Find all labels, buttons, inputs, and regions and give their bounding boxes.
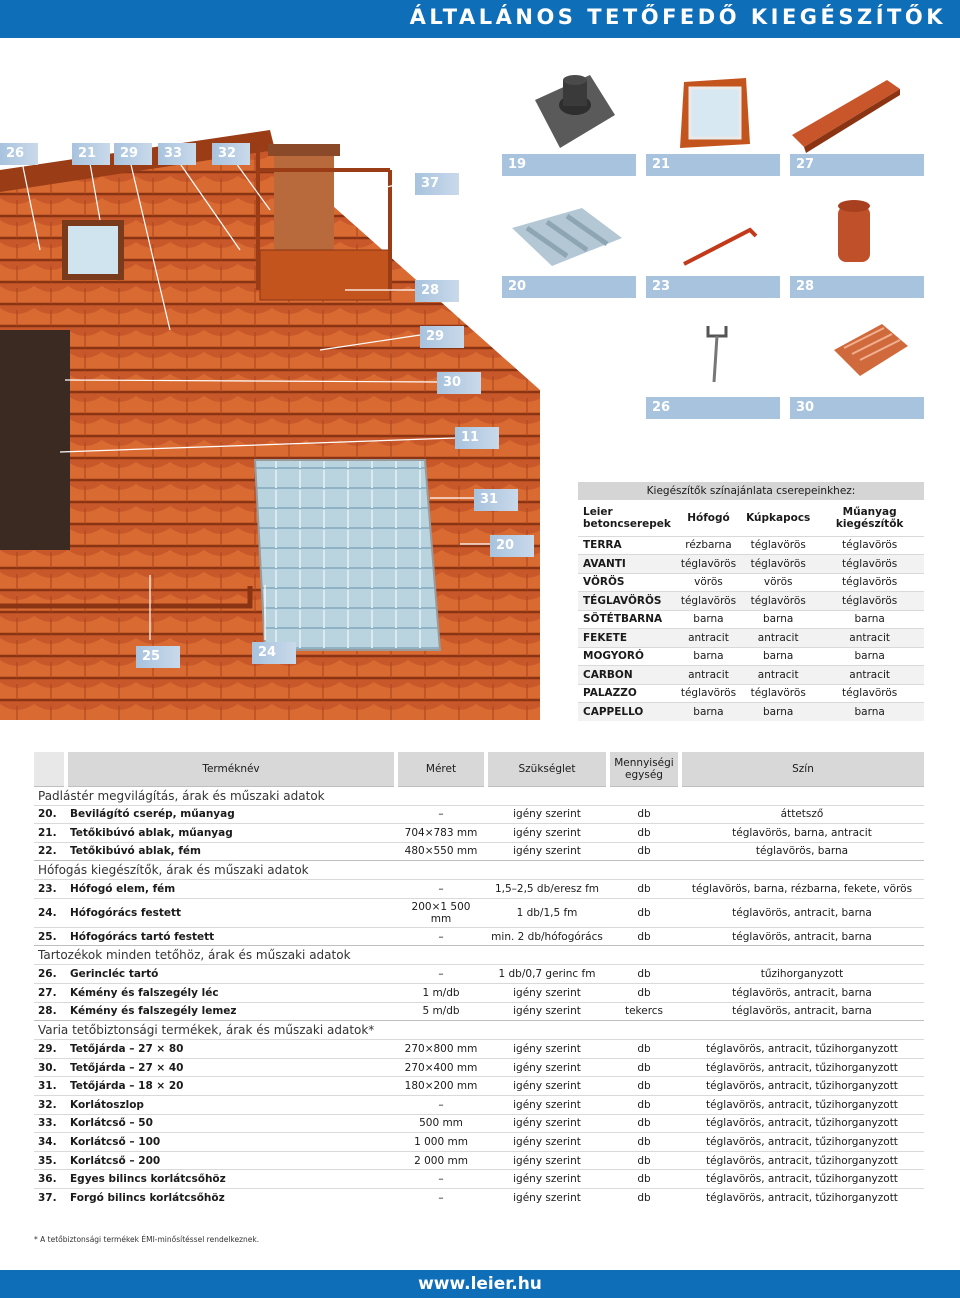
color-cell: barna — [676, 703, 741, 722]
color-cell: barna — [741, 703, 815, 722]
row-number: 24. — [34, 898, 66, 927]
table-header-unit: Mennyiségi egység — [608, 752, 680, 786]
size-cell: 5 m/db — [396, 1002, 486, 1021]
wall-flashing-image — [792, 75, 902, 155]
product-name: Tetőkibúvó ablak, műanyag — [66, 824, 396, 843]
need-cell: igény szerint — [486, 1151, 608, 1170]
unit-cell: db — [608, 927, 680, 946]
unit-cell: db — [608, 1170, 680, 1189]
roof-callout-24: 24 — [252, 642, 296, 664]
color-cell: téglavörös, barna — [680, 842, 924, 861]
row-number: 35. — [34, 1151, 66, 1170]
product-name: Gerincléc tartó — [66, 965, 396, 984]
product-callout-21: 21 — [646, 154, 780, 176]
color-cell: téglavörös, barna, rézbarna, fekete, vörös — [680, 880, 924, 899]
table-row — [34, 1077, 924, 1096]
color-table-header: Kúpkapocs — [741, 500, 815, 536]
product-name: Kémény és falszegély lemez — [66, 1002, 396, 1021]
size-cell: 1 m/db — [396, 984, 486, 1003]
color-table-row — [578, 573, 924, 592]
color-cell: téglavörös, antracit, tűzihorganyzott — [680, 1170, 924, 1189]
need-cell: igény szerint — [486, 824, 608, 843]
size-cell: 270×800 mm — [396, 1040, 486, 1059]
need-cell: 1,5–2,5 db/eresz fm — [486, 880, 608, 899]
unit-cell: db — [608, 1151, 680, 1170]
need-cell: 1 db/0,7 gerinc fm — [486, 965, 608, 984]
size-cell: – — [396, 927, 486, 946]
section-row — [34, 861, 924, 880]
roof-callout-25: 25 — [136, 646, 180, 668]
row-number: 21. — [34, 824, 66, 843]
website-link[interactable]: www.leier.hu — [418, 1274, 542, 1294]
table-row — [34, 1040, 924, 1059]
color-cell: téglavörös, antracit, tűzihorganyzott — [680, 1077, 924, 1096]
color-table-row — [578, 555, 924, 574]
unit-cell: db — [608, 984, 680, 1003]
table-row — [34, 984, 924, 1003]
unit-cell: tekercs — [608, 1002, 680, 1021]
color-cell: barna — [676, 647, 741, 666]
roof-illustration — [0, 130, 560, 720]
color-table-header: Leier betoncserepek — [578, 500, 676, 536]
color-cell: barna — [815, 703, 924, 722]
color-cell: vörös — [676, 573, 741, 592]
table-row — [34, 842, 924, 861]
color-recommendation-table — [578, 482, 924, 721]
snow-guard-image — [680, 222, 760, 268]
table-row — [34, 927, 924, 946]
page-title: ÁLTALÁNOS TETŐFEDŐ KIEGÉSZÍTŐK — [409, 5, 946, 29]
color-cell: téglavörös, antracit, tűzihorganyzott — [680, 1151, 924, 1170]
color-cell: antracit — [815, 629, 924, 648]
product-callout-23: 23 — [646, 276, 780, 298]
product-callout-20: 20 — [502, 276, 636, 298]
color-cell: téglavörös — [676, 684, 741, 703]
product-table — [34, 752, 924, 1207]
roof-callout-31: 31 — [474, 489, 518, 511]
color-cell: téglavörös — [741, 684, 815, 703]
size-cell: 270×400 mm — [396, 1058, 486, 1077]
table-row — [34, 1189, 924, 1208]
color-cell: téglavörös, barna, antracit — [680, 824, 924, 843]
color-table-row — [578, 536, 924, 555]
row-number: 20. — [34, 805, 66, 824]
ridge-batten-holder-image — [700, 322, 740, 386]
table-row — [34, 1151, 924, 1170]
roof-callout-21: 21 — [72, 143, 110, 165]
roof-callout-30: 30 — [437, 372, 481, 394]
product-name: Korlátoszlop — [66, 1096, 396, 1115]
need-cell: igény szerint — [486, 1002, 608, 1021]
need-cell: min. 2 db/hófogórács — [486, 927, 608, 946]
color-table-row — [578, 610, 924, 629]
size-cell: – — [396, 805, 486, 824]
color-cell: téglavörös — [741, 555, 815, 574]
table-row — [34, 1133, 924, 1152]
table-header-blank — [34, 752, 66, 786]
color-cell: tűzihorganyzott — [680, 965, 924, 984]
table-row — [34, 1096, 924, 1115]
product-callout-26: 26 — [646, 397, 780, 419]
tile-name-cell: CARBON — [578, 666, 676, 685]
color-cell: antracit — [815, 666, 924, 685]
product-name: Hófogórács tartó festett — [66, 927, 396, 946]
color-cell: téglavörös — [815, 592, 924, 611]
size-cell: 704×783 mm — [396, 824, 486, 843]
color-cell: téglavörös — [815, 555, 924, 574]
row-number: 23. — [34, 880, 66, 899]
color-cell: téglavörös — [815, 573, 924, 592]
unit-cell: db — [608, 805, 680, 824]
color-cell: antracit — [676, 666, 741, 685]
section-title: Tartozékok minden tetőhöz, árak és műszaki adatok — [34, 946, 924, 965]
product-name: Bevilágító cserép, műanyag — [66, 805, 396, 824]
color-cell: téglavörös, antracit, barna — [680, 927, 924, 946]
color-cell: vörös — [741, 573, 815, 592]
color-cell: téglavörös, antracit, barna — [680, 898, 924, 927]
row-number: 36. — [34, 1170, 66, 1189]
section-title: Varia tetőbiztonsági termékek, árak és műszaki adatok* — [34, 1021, 924, 1040]
size-cell: 2 000 mm — [396, 1151, 486, 1170]
roof-callout-32: 32 — [212, 143, 250, 165]
section-row — [34, 946, 924, 965]
footer-band — [0, 1270, 960, 1298]
need-cell: igény szerint — [486, 1189, 608, 1208]
row-number: 32. — [34, 1096, 66, 1115]
color-table-row — [578, 703, 924, 722]
color-table-header: Műanyag kiegészítők — [815, 500, 924, 536]
table-row — [34, 1170, 924, 1189]
color-cell: téglavörös — [741, 536, 815, 555]
table-row — [34, 1002, 924, 1021]
tile-name-cell: SÖTÉTBARNA — [578, 610, 676, 629]
color-table-row — [578, 592, 924, 611]
table-header-color: Szín — [680, 752, 924, 786]
color-cell: antracit — [741, 629, 815, 648]
roof-callout-28: 28 — [415, 280, 459, 302]
color-cell: barna — [815, 647, 924, 666]
tile-name-cell: TERRA — [578, 536, 676, 555]
size-cell: – — [396, 965, 486, 984]
section-title: Hófogás kiegészítők, árak és műszaki adatok — [34, 861, 924, 880]
roof-callout-26: 26 — [0, 143, 38, 165]
row-number: 26. — [34, 965, 66, 984]
row-number: 27. — [34, 984, 66, 1003]
vent-pipe-image — [530, 70, 620, 150]
size-cell: – — [396, 1170, 486, 1189]
product-name: Hófogórács festett — [66, 898, 396, 927]
table-header-name: Terméknév — [66, 752, 396, 786]
tile-name-cell: AVANTI — [578, 555, 676, 574]
table-header-need: Szükséglet — [486, 752, 608, 786]
color-table-row — [578, 629, 924, 648]
product-name: Egyes bilincs korlátcsőhöz — [66, 1170, 396, 1189]
row-number: 29. — [34, 1040, 66, 1059]
unit-cell: db — [608, 965, 680, 984]
size-cell: 200×1 500 mm — [396, 898, 486, 927]
color-cell: barna — [741, 610, 815, 629]
product-name: Korlátcső – 100 — [66, 1133, 396, 1152]
roof-callout-29: 29 — [114, 143, 152, 165]
need-cell: igény szerint — [486, 1114, 608, 1133]
size-cell: 180×200 mm — [396, 1077, 486, 1096]
need-cell: igény szerint — [486, 984, 608, 1003]
need-cell: igény szerint — [486, 1040, 608, 1059]
need-cell: igény szerint — [486, 805, 608, 824]
need-cell: igény szerint — [486, 1058, 608, 1077]
header-band — [0, 0, 960, 38]
unit-cell: db — [608, 1114, 680, 1133]
color-cell: téglavörös, antracit, tűzihorganyzott — [680, 1133, 924, 1152]
color-cell: téglavörös, antracit, tűzihorganyzott — [680, 1096, 924, 1115]
roof-callout-33: 33 — [158, 143, 196, 165]
color-cell: barna — [741, 647, 815, 666]
table-row — [34, 805, 924, 824]
color-cell: téglavörös — [741, 592, 815, 611]
color-cell: téglavörös — [815, 536, 924, 555]
unit-cell: db — [608, 880, 680, 899]
product-callout-28: 28 — [790, 276, 924, 298]
color-cell: téglavörös, antracit, barna — [680, 984, 924, 1003]
unit-cell: db — [608, 1133, 680, 1152]
product-name: Hófogó elem, fém — [66, 880, 396, 899]
section-row — [34, 786, 924, 805]
product-name: Tetőjárda – 27 × 80 — [66, 1040, 396, 1059]
unit-cell: db — [608, 842, 680, 861]
color-table-row — [578, 647, 924, 666]
product-callout-30: 30 — [790, 397, 924, 419]
footnote: * A tetőbiztonsági termékek ÉMI-minősítéssel rendelkeznek. — [34, 1235, 260, 1244]
product-name: Tetőkibúvó ablak, fém — [66, 842, 396, 861]
size-cell: 500 mm — [396, 1114, 486, 1133]
product-name: Tetőjárda – 18 × 20 — [66, 1077, 396, 1096]
roof-callout-11: 11 — [455, 427, 499, 449]
row-number: 33. — [34, 1114, 66, 1133]
table-row — [34, 965, 924, 984]
color-cell: téglavörös, antracit, tűzihorganyzott — [680, 1114, 924, 1133]
table-row — [34, 1058, 924, 1077]
color-cell: antracit — [741, 666, 815, 685]
unit-cell: db — [608, 1058, 680, 1077]
need-cell: igény szerint — [486, 842, 608, 861]
roof-window-image — [680, 78, 752, 148]
size-cell: – — [396, 1096, 486, 1115]
row-number: 34. — [34, 1133, 66, 1152]
table-row — [34, 898, 924, 927]
table-row — [34, 1114, 924, 1133]
color-cell: rézbarna — [676, 536, 741, 555]
color-cell: barna — [815, 610, 924, 629]
unit-cell: db — [608, 1096, 680, 1115]
need-cell: igény szerint — [486, 1133, 608, 1152]
product-name: Tetőjárda – 27 × 40 — [66, 1058, 396, 1077]
unit-cell: db — [608, 1077, 680, 1096]
product-callout-19: 19 — [502, 154, 636, 176]
product-callout-27: 27 — [790, 154, 924, 176]
color-cell: antracit — [676, 629, 741, 648]
row-number: 22. — [34, 842, 66, 861]
color-cell: téglavörös — [676, 555, 741, 574]
product-name: Korlátcső – 200 — [66, 1151, 396, 1170]
roof-walkway-image — [830, 320, 910, 382]
need-cell: igény szerint — [486, 1096, 608, 1115]
color-cell: téglavörös — [676, 592, 741, 611]
roof-callout-37: 37 — [415, 173, 459, 195]
roof-callout-29-b: 29 — [420, 326, 464, 348]
color-table-row — [578, 666, 924, 685]
tile-name-cell: TÉGLAVÖRÖS — [578, 592, 676, 611]
table-header-size: Méret — [396, 752, 486, 786]
unit-cell: db — [608, 1040, 680, 1059]
color-table-header: Hófogó — [676, 500, 741, 536]
product-name: Korlátcső – 50 — [66, 1114, 396, 1133]
table-row — [34, 880, 924, 899]
unit-cell: db — [608, 1189, 680, 1208]
size-cell: – — [396, 1189, 486, 1208]
section-row — [34, 1021, 924, 1040]
section-title: Padlástér megvilágítás, árak és műszaki adatok — [34, 786, 924, 805]
table-row — [34, 824, 924, 843]
need-cell: igény szerint — [486, 1077, 608, 1096]
tile-name-cell: CAPPELLO — [578, 703, 676, 722]
color-table-caption: Kiegészítők színajánlata cserepeinkhez: — [578, 482, 924, 500]
size-cell: 480×550 mm — [396, 842, 486, 861]
product-name: Kémény és falszegély léc — [66, 984, 396, 1003]
row-number: 37. — [34, 1189, 66, 1208]
tile-name-cell: MOGYORÓ — [578, 647, 676, 666]
color-cell: téglavörös, antracit, tűzihorganyzott — [680, 1040, 924, 1059]
color-cell: téglavörös, antracit, tűzihorganyzott — [680, 1058, 924, 1077]
need-cell: igény szerint — [486, 1170, 608, 1189]
tile-name-cell: FEKETE — [578, 629, 676, 648]
transparent-tile-image — [512, 208, 622, 268]
unit-cell: db — [608, 824, 680, 843]
roof-callout-20: 20 — [490, 535, 534, 557]
tile-name-cell: PALAZZO — [578, 684, 676, 703]
ridge-clip-image — [834, 198, 874, 266]
color-cell: áttetsző — [680, 805, 924, 824]
size-cell: 1 000 mm — [396, 1133, 486, 1152]
row-number: 31. — [34, 1077, 66, 1096]
unit-cell: db — [608, 898, 680, 927]
need-cell: 1 db/1,5 fm — [486, 898, 608, 927]
color-table-row — [578, 684, 924, 703]
color-cell: téglavörös, antracit, barna — [680, 1002, 924, 1021]
color-cell: barna — [676, 610, 741, 629]
tile-name-cell: VÖRÖS — [578, 573, 676, 592]
row-number: 28. — [34, 1002, 66, 1021]
row-number: 25. — [34, 927, 66, 946]
product-name: Forgó bilincs korlátcsőhöz — [66, 1189, 396, 1208]
color-cell: téglavörös — [815, 684, 924, 703]
row-number: 30. — [34, 1058, 66, 1077]
color-cell: téglavörös, antracit, tűzihorganyzott — [680, 1189, 924, 1208]
size-cell: – — [396, 880, 486, 899]
